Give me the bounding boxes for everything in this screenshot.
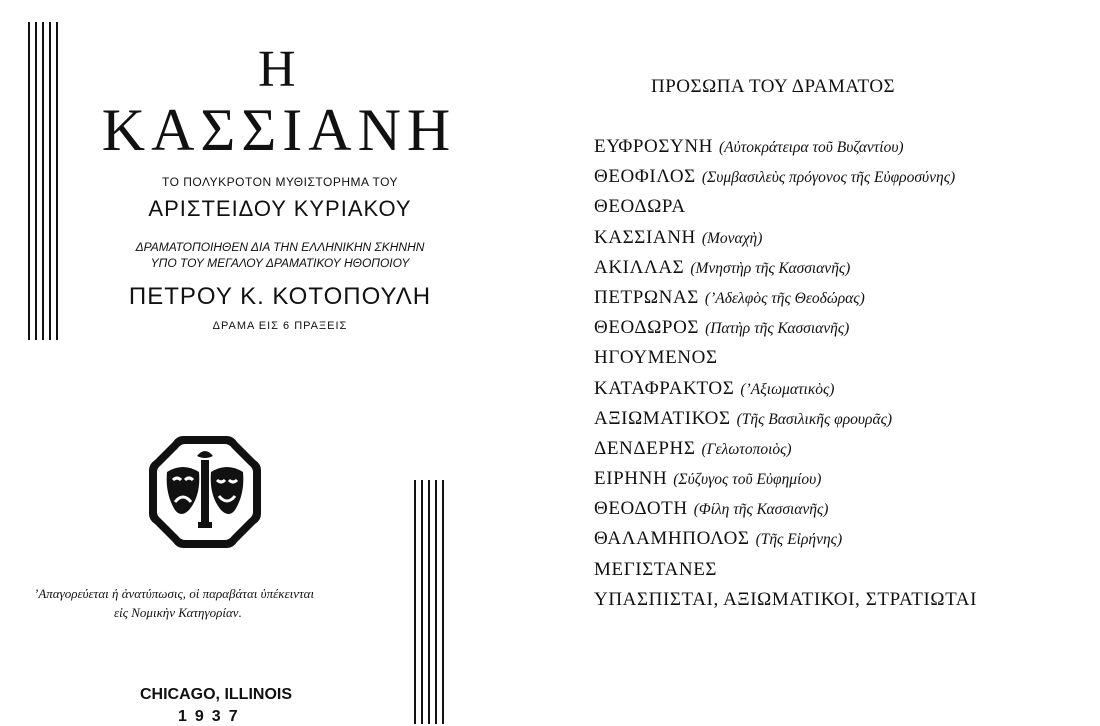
cast-entry: [594, 313, 977, 343]
reprint-notice-line-2: εἰς Νομικὴν Κατηγορίαν.: [114, 605, 242, 620]
publication-year: 1937: [178, 708, 246, 725]
character-name: ΜΕΓΙΣΤΑΝΕΣ: [594, 558, 718, 580]
acts-line: ΔΡΑΜΑ ΕΙΣ 6 ΠΡΑΞΕΙΣ: [212, 320, 348, 332]
cast-entry: [594, 524, 977, 554]
character-name: ΕΙΡΗΝΗ: [594, 468, 668, 490]
character-description: (Τῆς Βασιλικῆς φρουρᾶς): [736, 410, 893, 428]
cast-entry: [594, 223, 977, 253]
book-title: ΚΑΣΣΙΑΝΗ: [101, 97, 457, 163]
cast-entry: [594, 253, 977, 283]
cast-entry: [594, 404, 977, 434]
decorative-rules-left: [28, 22, 58, 340]
character-description: (Αὐτοκράτειρα τοῦ Βυζαντίου): [718, 139, 904, 156]
character-description: (Γελωτοποιὸς): [701, 440, 792, 458]
adapted-line-2: ΥΠΟ ΤΟΥ ΜΕΓΑΛΟΥ ΔΡΑΜΑΤΙΚΟΥ ΗΘΟΠΟΙΟΥ: [150, 256, 410, 270]
character-description: (Τῆς Εἰρήνης): [755, 531, 843, 549]
cast-entry: [594, 585, 977, 615]
character-name: ΥΠΑΣΠΙΣΤΑΙ, ΑΞΙΩΜΑΤΙΚΟΙ, ΣΤΡΑΤΙΩΤΑΙ: [594, 588, 978, 610]
adapter-name: ΠΕΤΡΟΥ Κ. ΚΟΤΟΠΟΥΛΗ: [128, 283, 432, 310]
adapted-line-1: ΔΡΑΜΑΤΟΠΟΙΗΘΕΝ ΔΙΑ ΤΗΝ ΕΛΛΗΝΙΚΗΝ ΣΚΗΝΗΝ: [135, 240, 425, 254]
author-name: ΑΡΙΣΤΕΙΔΟΥ ΚΥΡΙΑΚΟΥ: [148, 196, 412, 221]
publication-city: CHICAGO, ILLINOIS: [140, 686, 292, 703]
character-description: (Συμβασιλεὺς πρόγονος τῆς Εὐφροσύνης): [701, 169, 956, 187]
character-name: ΘΕΟΔΩΡΟΣ: [594, 317, 700, 339]
cast-list: [594, 132, 977, 615]
character-description: (’Αδελφὸς τῆς Θεοδώρας): [704, 289, 865, 307]
character-description: (Μοναχὴ): [701, 229, 763, 247]
cast-entry: [594, 494, 977, 524]
character-name: ΗΓΟΥΜΕΝΟΣ: [594, 347, 718, 369]
theatre-masks-icon: [143, 430, 267, 554]
cast-entry: [594, 374, 977, 404]
cast-entry: [594, 192, 977, 222]
character-name: ΠΕΤΡΩΝΑΣ: [594, 286, 699, 308]
character-name: ΑΞΙΩΜΑΤΙΚΟΣ: [594, 407, 731, 429]
character-name: ΘΕΟΔΩΡΑ: [594, 196, 686, 218]
character-name: ΚΑΤΑΦΡΑΚΤΟΣ: [594, 377, 735, 399]
cast-entry: [594, 343, 977, 373]
cast-entry: [594, 434, 977, 464]
character-name: ΔΕΝΔΕΡΗΣ: [594, 437, 696, 459]
character-name: ΘΑΛΑΜΗΠΟΛΟΣ: [594, 528, 750, 550]
character-name: ΚΑΣΣΙΑΝΗ: [594, 226, 696, 248]
cast-entry: [594, 283, 977, 313]
decorative-rules-right: [414, 480, 444, 724]
cast-entry: [594, 162, 977, 192]
character-description: (Σύζυγος τοῦ Εὐφημίου): [673, 471, 822, 489]
cast-heading: ΠΡΟΣΩΠΑ ΤΟΥ ΔΡΑΜΑΤΟΣ: [651, 76, 896, 97]
character-name: ΘΕΟΔΟΤΗ: [594, 498, 688, 520]
character-description: (Πατὴρ τῆς Κασσιανῆς): [705, 320, 850, 338]
character-name: ΑΚΙΛΛΑΣ: [594, 256, 685, 278]
character-name: ΘΕΟΦΙΛΟΣ: [594, 166, 696, 188]
cast-entry: [594, 555, 977, 585]
character-description: (Μνηστὴρ τῆς Κασσιανῆς): [690, 259, 851, 277]
character-name: ΕΥΦΡΟΣΥΝΗ: [594, 136, 713, 157]
cast-entry: [594, 132, 977, 162]
title-article: Η: [258, 41, 298, 98]
novel-line: ΤΟ ΠΟΛΥΚΡΟΤΟΝ ΜΥΘΙΣΤΟΡΗΜΑ ΤΟΥ: [161, 175, 399, 189]
cast-entry: [594, 464, 977, 494]
character-description: (Φίλη τῆς Κασσιανῆς): [693, 501, 829, 519]
character-description: (’Αξιωματικὸς): [740, 380, 835, 398]
reprint-notice-line-1: ’Απαγορεύεται ἡ ἀνατύπωσις, οἱ παραβάται ὑπέκεινται: [34, 586, 315, 601]
